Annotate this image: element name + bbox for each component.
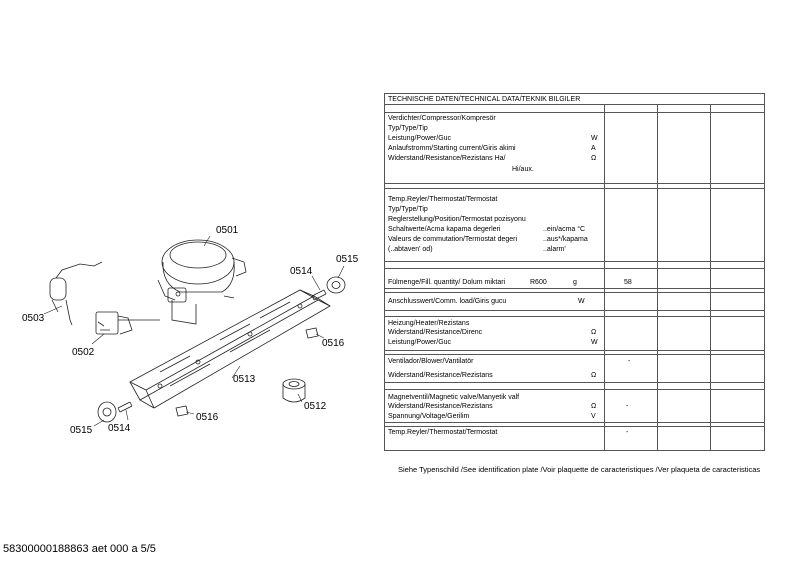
thermostat-switch-values: Schaltwerte/Acma kapama degerleri xyxy=(388,226,501,233)
thermostat2-value: - xyxy=(626,429,629,436)
thermostat-commutation: Valeurs de commutation/Termostat degeri xyxy=(388,236,518,243)
connection-load-unit: W xyxy=(578,298,585,305)
refrigerant-type: R600 xyxy=(530,279,547,286)
valve-voltage: Spannung/Voltage/Gerilim xyxy=(388,413,470,420)
document-footer-id: 58300000188863 aet 000 a 5/5 xyxy=(3,543,156,555)
compressor-resistance-unit: Ω xyxy=(591,155,597,162)
compressor-power: Leistung/Power/Guc xyxy=(388,135,452,142)
heater-power-unit: W xyxy=(591,339,598,346)
heater-power: Leistung/Power/Guc xyxy=(388,339,452,346)
thermostat-defrost: (..abtaven' od) xyxy=(388,246,433,253)
thermostat-label: Temp.Reyler/Thermostat/Termostat xyxy=(388,196,498,203)
callout-0502: 0502 xyxy=(72,347,95,358)
thermostat-off-label: ..aus*/kapama xyxy=(543,236,588,243)
compressor-current: Anlaufstromm/Starting current/Giris akimi xyxy=(388,145,516,152)
callout-0515-bottom: 0515 xyxy=(70,425,93,436)
callout-0514-top: 0514 xyxy=(290,266,313,277)
callout-0503: 0503 xyxy=(22,313,45,324)
fill-quantity-unit: g xyxy=(573,279,577,286)
callout-0515-top: 0515 xyxy=(336,254,359,265)
heater-label: Heizung/Heater/Rezistans xyxy=(388,320,470,327)
table-header: TECHNISCHE DATEN/TECHNICAL DATA/TEKNIK BILGILER xyxy=(388,96,581,103)
callout-0516-top: 0516 xyxy=(322,338,345,349)
fan-resistance-unit: Ω xyxy=(591,372,597,379)
compressor-type: Typ/Type/Tip xyxy=(388,125,428,132)
valve-resistance-unit: Ω xyxy=(591,403,597,410)
fan-value: - xyxy=(628,358,631,365)
connection-load-label: Anschlusswert/Comm. load/Giris gucu xyxy=(388,298,507,305)
thermostat-position: Reglerstellung/Position/Termostat pozisyonu xyxy=(388,216,526,223)
callout-0501: 0501 xyxy=(216,225,239,236)
compressor-current-unit: A xyxy=(591,145,596,152)
thermostat-alarm-label: ..alarm' xyxy=(543,246,566,253)
compressor-label: Verdichter/Compressor/Kompresör xyxy=(388,115,496,122)
callout-0512: 0512 xyxy=(304,401,327,412)
heater-resistance-unit: Ω xyxy=(591,329,597,336)
thermostat-on-label: ..ein/acma °C xyxy=(543,226,586,233)
fill-quantity-label: Fülmenge/Fill. quantity/ Dolum miktari xyxy=(388,279,506,286)
identification-plate-note: Siehe Typenschild /See identification plate /Voir plaquette de caracteristiques /Ver plaqueta de caracteristicas xyxy=(398,465,761,474)
compressor-resistance: Widerstand/Resistance/Rezistans Ha/ xyxy=(388,155,506,162)
callout-0516-bottom: 0516 xyxy=(196,412,219,423)
callout-0514-bottom: 0514 xyxy=(108,423,131,434)
compressor-aux: Hi/aux. xyxy=(512,166,534,173)
valve-voltage-unit: V xyxy=(591,413,596,420)
thermostat-type: Typ/Type/Tip xyxy=(388,206,428,213)
valve-value: - xyxy=(626,403,629,410)
fill-quantity-value: 58 xyxy=(624,279,632,286)
compressor-power-unit: W xyxy=(591,135,598,142)
heater-resistance: Widerstand/Resistance/Direnc xyxy=(388,329,483,336)
valve-label: Magnetventil/Magnetic valve/Manyetik valf xyxy=(388,394,520,401)
callout-0513: 0513 xyxy=(233,374,256,385)
fan-resistance: Widerstand/Resistance/Rezistans xyxy=(388,372,493,379)
thermostat2-label: Temp.Reyler/Thermostat/Termostat xyxy=(388,429,498,436)
fan-label: Ventilador/Blower/Vantilatör xyxy=(388,358,474,365)
valve-resistance: Widerstand/Resistance/Rezistans xyxy=(388,403,493,410)
